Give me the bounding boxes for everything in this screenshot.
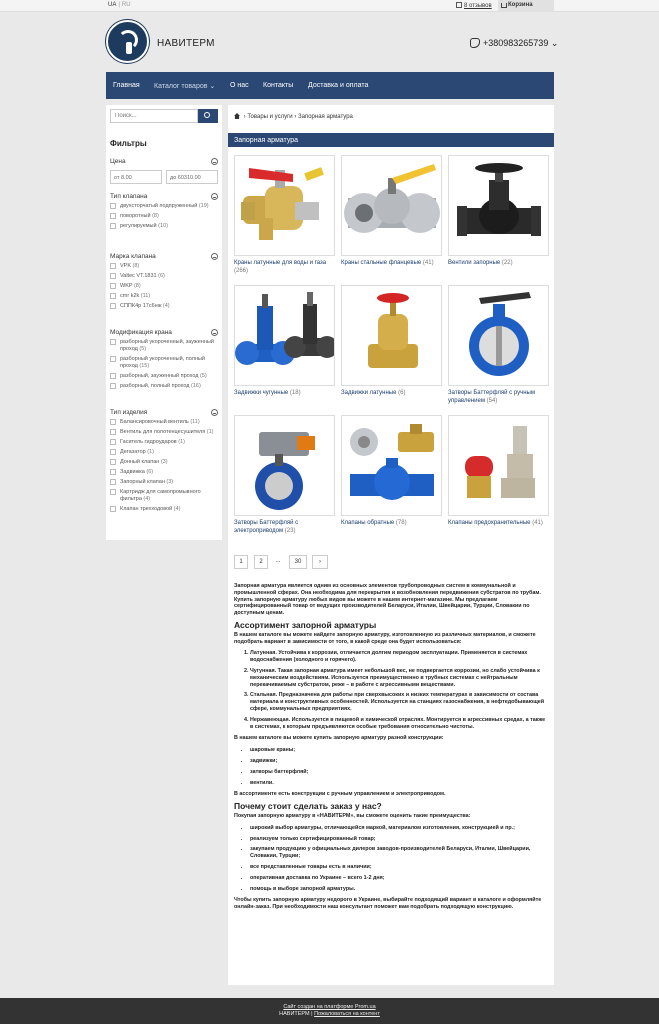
price-to-input[interactable]: до 60310.00 xyxy=(166,170,218,184)
list-item: • реализуем только сертифицированный товар; xyxy=(250,836,548,843)
product-image[interactable] xyxy=(234,415,335,516)
cast-iron-valve-icon xyxy=(449,156,549,256)
home-icon[interactable] xyxy=(234,113,240,119)
report-content-link[interactable]: Пожаловаться на контент xyxy=(314,1011,380,1017)
cast-iron-gate-valve-icon xyxy=(235,286,335,386)
filter-option[interactable] xyxy=(110,419,218,426)
language-switcher xyxy=(108,2,131,8)
filter-valve-type xyxy=(110,193,218,233)
option-count: (6) xyxy=(146,469,154,475)
product-card[interactable] xyxy=(234,415,335,539)
product-card[interactable] xyxy=(341,285,442,409)
option-label: WKP xyxy=(120,283,133,289)
cart-icon xyxy=(501,3,507,8)
search-icon xyxy=(204,112,210,118)
option-label: разборный, зауженный проход xyxy=(120,373,199,379)
brass-ball-valve-icon xyxy=(235,156,335,256)
next-page-button[interactable]: › xyxy=(312,555,328,569)
filter-section-title: Тип изделия xyxy=(110,409,148,416)
option-label: VPK xyxy=(120,263,132,269)
product-title: Задвижки чугунные xyxy=(234,390,289,396)
filters-title: Фильтры xyxy=(110,139,147,148)
product-image[interactable] xyxy=(448,415,549,516)
main-content xyxy=(228,105,554,985)
electric-butterfly-valve-icon xyxy=(235,416,335,516)
product-name[interactable] xyxy=(234,390,335,398)
product-name[interactable] xyxy=(448,260,549,268)
product-image[interactable] xyxy=(448,285,549,386)
product-title: Клапаны предохранительные xyxy=(448,520,531,526)
checkbox[interactable] xyxy=(110,293,116,299)
top-bar xyxy=(0,0,659,12)
list-item: • помощь в выборе запорной арматуры. xyxy=(250,886,548,893)
nav-catalog-label: Каталог товаров xyxy=(154,83,208,90)
product-card[interactable] xyxy=(448,155,549,279)
filter-option[interactable] xyxy=(110,373,218,380)
chevron-down-icon: ⌄ xyxy=(209,83,216,90)
filter-price-title: Цена xyxy=(110,158,126,165)
product-card[interactable] xyxy=(448,285,549,409)
search-input[interactable] xyxy=(110,109,198,123)
list-item: • закупаем продукцию у официальных дилеров заводов-производителей Беларуси, Италии, Швейцарии, Словакии, Турции; xyxy=(250,846,548,860)
price-from-input[interactable]: от 8.00 xyxy=(110,170,162,184)
product-image[interactable] xyxy=(341,415,442,516)
filter-option[interactable] xyxy=(110,263,218,270)
product-name[interactable] xyxy=(448,520,549,528)
product-count: (6) xyxy=(398,390,406,396)
option-count: (16) xyxy=(191,383,201,389)
product-card[interactable] xyxy=(234,285,335,409)
product-image[interactable] xyxy=(234,155,335,256)
phone-dropdown[interactable] xyxy=(470,38,558,49)
option-count: (10) xyxy=(158,223,168,229)
breadcrumb-section[interactable]: Товары и услуги xyxy=(247,114,293,120)
filter-option[interactable] xyxy=(110,469,218,476)
filter-option[interactable] xyxy=(110,303,218,310)
option-label: Балансировочный вентиль xyxy=(120,419,189,425)
brass-gate-valve-icon xyxy=(342,286,442,386)
option-label: Valtec VT.1831 xyxy=(120,273,157,279)
filter-option[interactable] xyxy=(110,459,218,466)
option-count: (1) xyxy=(206,429,214,435)
chevron-down-icon: ⌄ xyxy=(550,38,559,48)
list-item: 2. Чугунная. Такая запорная арматура имеет небольшой вес, не подвергается коррозии, но слабо устойчива к механическим воздействиям. Используется преимущественно в трубных системах с нейтральным перекачиваемым субстратом, реже – в работе с агрессивными веществами. xyxy=(250,668,548,688)
filter-option[interactable] xyxy=(110,383,218,390)
lang-separator: | xyxy=(118,2,120,8)
sidebar xyxy=(106,105,222,540)
product-image[interactable] xyxy=(234,285,335,386)
option-count: (5) xyxy=(139,346,147,352)
list-item: • все представленные товары есть в наличии; xyxy=(250,864,548,871)
option-count: (4) xyxy=(162,303,170,309)
search-form xyxy=(110,109,218,123)
filter-option[interactable] xyxy=(110,479,218,486)
checkbox[interactable] xyxy=(110,383,116,389)
filter-option[interactable] xyxy=(110,203,218,210)
product-image[interactable] xyxy=(341,285,442,386)
collapse-icon[interactable] xyxy=(211,409,218,416)
filter-product-type xyxy=(110,409,218,516)
filter-option[interactable] xyxy=(110,439,218,446)
checkbox[interactable] xyxy=(110,439,116,445)
option-label: Вентиль для полотенцесушителя xyxy=(120,429,206,435)
collapse-icon[interactable] xyxy=(211,158,218,165)
safety-valve-icon xyxy=(449,416,549,516)
product-name[interactable] xyxy=(234,520,335,535)
article-paragraph: В ассортименте есть конструкции с ручным управлением и электроприводом. xyxy=(234,791,446,798)
checkbox[interactable] xyxy=(110,419,116,425)
option-count: (19) xyxy=(198,203,209,209)
list-item: 3. Стальная. Предназначена для работы при сверхвысоких и низких температурах в зависимости от состава материала и конструктивных особенностей. Используется на станциях газоснабжения, в нефтедобывающей сфере, коммунальных предприятиях. xyxy=(250,692,548,712)
product-count: (41) xyxy=(532,520,543,526)
cart-label: Корзина xyxy=(508,2,533,8)
product-count: (18) xyxy=(289,390,301,396)
product-card[interactable] xyxy=(341,415,442,539)
nav-home[interactable]: Главная xyxy=(113,82,140,89)
option-label: Задвижка xyxy=(120,469,145,475)
filter-price xyxy=(110,158,218,184)
check-valve-icon xyxy=(342,416,442,516)
phone-icon xyxy=(470,38,480,48)
option-count: (8) xyxy=(152,213,159,219)
option-label: поворотный xyxy=(120,213,151,219)
logo[interactable] xyxy=(106,20,149,63)
product-title: Клапаны обратные xyxy=(341,520,395,526)
filter-option[interactable] xyxy=(110,429,218,436)
nav-catalog[interactable] xyxy=(154,82,215,90)
filter-valve-brand xyxy=(110,253,218,313)
option-label: cmr k2k xyxy=(120,293,140,299)
search-button[interactable] xyxy=(198,109,218,123)
checkbox[interactable] xyxy=(110,506,116,512)
checkbox[interactable] xyxy=(110,459,116,465)
checkbox[interactable] xyxy=(110,263,116,269)
filter-option[interactable] xyxy=(110,339,218,353)
list-item: 1. Латунная. Устойчива к коррозии, отличается долгим периодом эксплуатации. Применяется в системах водоснабжения (холодного и горячего). xyxy=(250,650,548,664)
lang-ru[interactable]: RU xyxy=(121,2,131,8)
cart-button[interactable] xyxy=(498,0,554,12)
product-count: (266) xyxy=(234,267,249,274)
product-name[interactable] xyxy=(341,520,442,528)
product-card[interactable] xyxy=(234,155,335,279)
butterfly-valve-icon xyxy=(449,286,549,386)
article-paragraph: Чтобы купить запорную арматуру недорого в Украине, выбирайте подходящий вариант в каталоге и оформляйте онлайн-заказ. При необходимости наш консультант поможет вам подобрать подходящую конструкцию. xyxy=(234,897,542,911)
product-count: (22) xyxy=(501,260,513,266)
option-label: Запорный клапан xyxy=(120,479,165,485)
breadcrumb-separator: › xyxy=(243,114,246,120)
article-paragraph: В нашем каталоге вы можете найдете запорную арматуру, изготовленную из различных материалов, и сможете подобрать вариант в зависимости от того, в какой среде она будет использоваться: xyxy=(234,631,536,645)
advantages-list xyxy=(244,825,548,893)
phone-number: +380983265739 xyxy=(483,38,549,48)
checkbox[interactable] xyxy=(110,356,116,362)
product-card[interactable] xyxy=(448,415,549,539)
breadcrumb xyxy=(234,113,353,120)
product-name[interactable] xyxy=(341,260,442,268)
collapse-icon[interactable] xyxy=(211,193,218,200)
checkbox[interactable] xyxy=(110,273,116,279)
option-label: Гаситель гидроударов xyxy=(120,439,177,445)
filter-section-title: Марка клапана xyxy=(110,253,156,260)
list-item: 4. Нержавеющая. Используется в пищевой и химической отраслях. Монтируется в агрессивных средах, а также в системах, к которым предъявляются особые требования относительно чистоты. xyxy=(250,717,548,731)
product-name[interactable] xyxy=(234,260,335,275)
article-heading: Ассортимент запорной арматуры xyxy=(234,619,377,630)
reviews-label: 8 отзывов xyxy=(464,3,492,9)
collapse-icon[interactable] xyxy=(211,253,218,260)
option-count: (1) xyxy=(178,439,185,445)
product-title: Затворы Баттерфляй с ручным управлением xyxy=(448,390,535,404)
nav-contacts[interactable]: Контакты xyxy=(263,82,294,89)
option-count: (5) xyxy=(200,373,207,379)
construction-list xyxy=(244,747,548,786)
filter-option[interactable] xyxy=(110,223,218,230)
option-count: (8) xyxy=(132,263,140,269)
article-heading: Почему стоит сделать заказ у нас? xyxy=(234,801,382,812)
product-image[interactable] xyxy=(341,155,442,256)
option-label: разборный, полный проход xyxy=(120,383,190,389)
option-count: (3) xyxy=(160,459,168,465)
checkbox[interactable] xyxy=(110,213,116,219)
reviews-icon xyxy=(456,2,462,8)
checkbox[interactable] xyxy=(110,373,116,379)
product-name[interactable] xyxy=(341,390,442,398)
option-label: Дегазатор xyxy=(120,449,146,455)
brand-name[interactable]: НАВИТЕРМ xyxy=(157,38,215,49)
site-header xyxy=(0,12,659,72)
product-title: Вентили запорные xyxy=(448,260,501,266)
materials-list xyxy=(244,650,548,730)
option-label: разборный укороченный, зауженный проход xyxy=(120,339,214,352)
option-count: (11) xyxy=(190,419,200,425)
list-item: • затворы баттерфляй; xyxy=(250,769,548,776)
option-label: регулируемый xyxy=(120,223,157,229)
filter-option[interactable] xyxy=(110,356,218,370)
list-item: • вентили. xyxy=(250,780,548,787)
page-last[interactable]: 30 xyxy=(289,555,307,569)
page-title: Запорная арматура xyxy=(228,133,554,147)
breadcrumb-current: Запорная арматура xyxy=(298,114,353,120)
option-label: Донный клапан xyxy=(120,459,160,465)
product-count: (78) xyxy=(395,520,407,526)
checkbox[interactable] xyxy=(110,449,116,455)
checkbox[interactable] xyxy=(110,469,116,475)
product-title: Краны стальные фланцевые xyxy=(341,260,422,266)
checkbox[interactable] xyxy=(110,489,116,495)
filter-option[interactable] xyxy=(110,213,218,220)
footer-separator: | xyxy=(311,1011,313,1017)
option-count: (1) xyxy=(147,449,154,455)
breadcrumb-separator: › xyxy=(294,114,297,120)
page-1[interactable]: 1 xyxy=(234,555,248,569)
lang-ua[interactable]: UA xyxy=(108,2,117,8)
filter-section-title: Модификация крана xyxy=(110,329,172,336)
filter-modification xyxy=(110,329,218,393)
filter-option[interactable] xyxy=(110,283,218,290)
filter-option[interactable] xyxy=(110,506,218,513)
option-count: (4) xyxy=(143,496,151,502)
article-paragraph: Покупая запорную арматуру в «НАВИТЕРМ», вы сможете оценить такие преимущества: xyxy=(234,812,471,819)
filter-section-title: Тип клапана xyxy=(110,193,148,200)
product-card[interactable] xyxy=(341,155,442,279)
reviews-link[interactable] xyxy=(456,2,492,9)
checkbox[interactable] xyxy=(110,203,116,209)
option-count: (8) xyxy=(133,283,141,289)
product-title: Краны латунные для воды и газа xyxy=(234,260,327,266)
list-item: • шаровые краны; xyxy=(250,747,548,754)
option-count: (11) xyxy=(140,293,151,299)
filter-option[interactable] xyxy=(110,273,218,280)
checkbox[interactable] xyxy=(110,339,116,345)
list-item: • широкий выбор арматуры, отличающейся маркой, материалом изготовления, конструкцией и пр.; xyxy=(250,825,548,832)
product-title: Затворы Баттерфляй с электроприводом xyxy=(234,520,299,534)
checkbox[interactable] xyxy=(110,223,116,229)
filter-option[interactable] xyxy=(110,293,218,300)
option-label: разборный укороченный, полный проход xyxy=(120,356,205,369)
product-count: (54) xyxy=(486,397,498,404)
steel-flanged-valve-icon xyxy=(342,156,442,256)
page-2[interactable]: 2 xyxy=(254,555,268,569)
filter-option[interactable] xyxy=(110,489,218,503)
product-count: (41) xyxy=(422,260,434,266)
option-count: (4) xyxy=(173,506,181,512)
product-title: Задвижки латунные xyxy=(341,390,397,396)
nav-about[interactable]: О нас xyxy=(230,82,249,89)
platform-link[interactable]: Сайт создан на платформе Prom.ua xyxy=(283,1004,376,1010)
option-count: (15) xyxy=(139,363,150,369)
collapse-icon[interactable] xyxy=(211,329,218,336)
checkbox[interactable] xyxy=(110,283,116,289)
checkbox[interactable] xyxy=(110,303,116,309)
nav-delivery[interactable]: Доставка и оплата xyxy=(308,82,369,89)
option-label: СППК4р 17с6нж xyxy=(120,303,162,309)
article-paragraph: В нашем каталоге вы можете купить запорную арматуру разной конструкции: xyxy=(234,735,444,742)
product-image[interactable] xyxy=(448,155,549,256)
main-nav xyxy=(106,72,554,99)
option-label: Картридж для самопромывного фильтра xyxy=(120,489,201,502)
article-intro: Запорная арматура является одним из основных элементов трубопроводных систем в коммунальной и промышленной сферах. Она необходима для перекрытия и возобновления передвижения субстратов по трубам. Купить запорную арматуру любых видов вы можете в нашем интернет-магазине. Мы предлагаем сертифицированный товар от ведущих производителей Беларуси, Италии, Швейцарии, Турции, Словакии по доступным ценам. xyxy=(234,583,541,617)
list-item: • задвижки; xyxy=(250,758,548,765)
option-label: двухсторчатый подпруженный xyxy=(120,203,198,209)
option-count: (3) xyxy=(166,479,174,485)
footer-brand: НАВИТЕРМ xyxy=(279,1011,310,1017)
checkbox[interactable] xyxy=(110,429,116,435)
category-description xyxy=(234,583,548,916)
list-item: • оперативная доставка по Украине – всего 1-2 дня; xyxy=(250,875,548,882)
product-name[interactable] xyxy=(448,390,549,405)
filter-option[interactable] xyxy=(110,449,218,456)
page-dots: ... xyxy=(275,558,281,564)
logo-drop-icon xyxy=(126,42,132,54)
option-label: Клапан трехходовой xyxy=(120,506,173,512)
site-footer xyxy=(0,998,659,1024)
checkbox[interactable] xyxy=(110,479,116,485)
option-count: (6) xyxy=(158,273,165,279)
product-count: (23) xyxy=(284,527,296,534)
